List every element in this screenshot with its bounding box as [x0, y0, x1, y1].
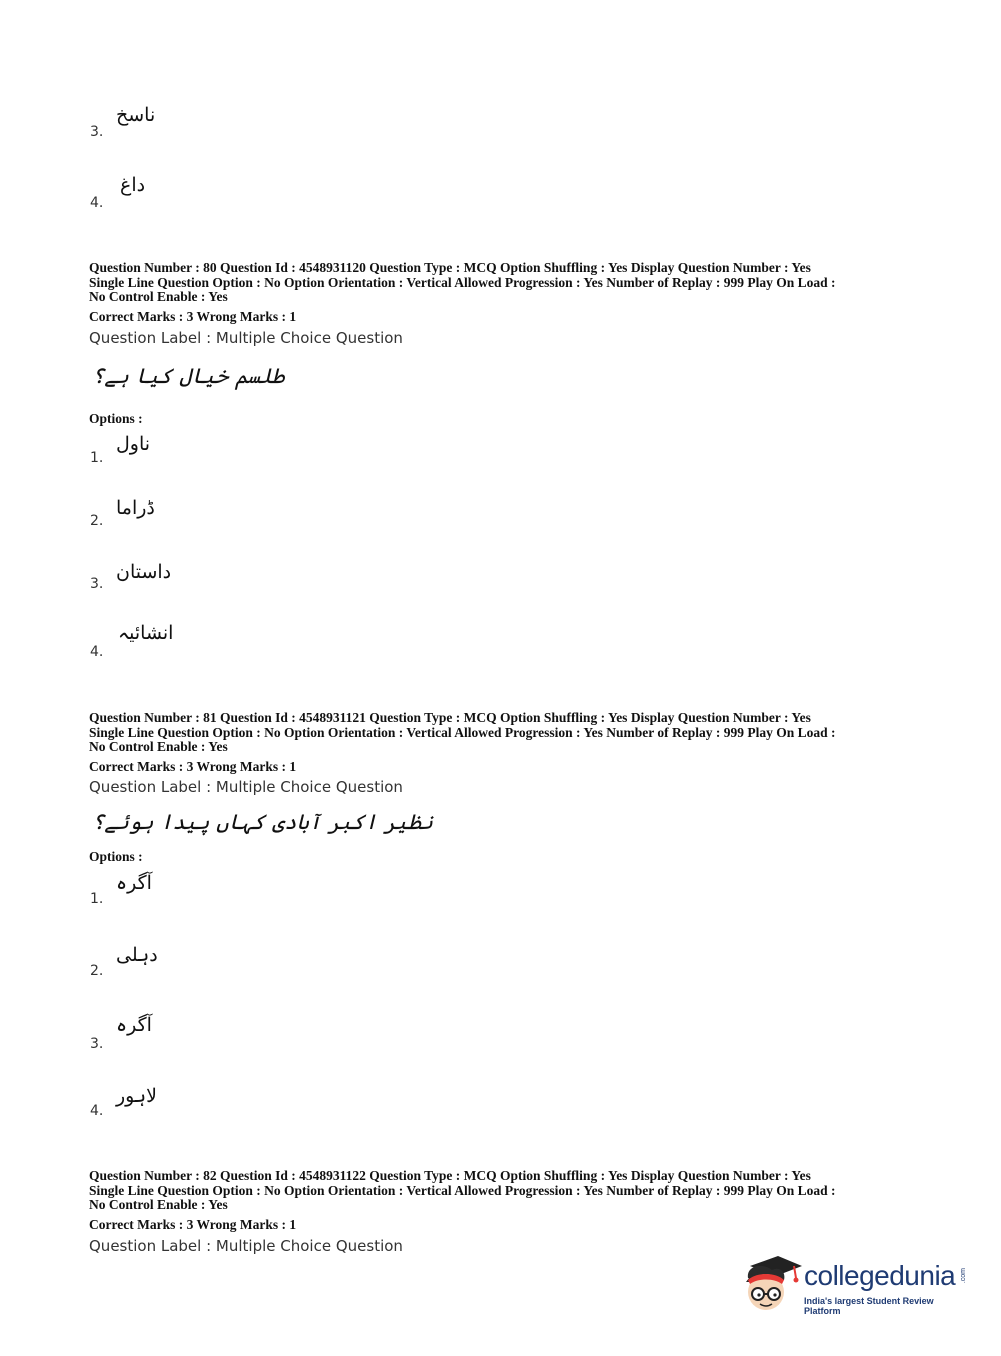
option-text: ناسخ	[116, 104, 156, 126]
option-text: انشائیہ	[118, 622, 174, 644]
option-number: 4.	[90, 644, 104, 660]
option-text: ناول	[116, 433, 151, 455]
student-mascot-icon	[742, 1252, 802, 1314]
option-number: 4.	[90, 195, 104, 211]
question-label: Question Label : Multiple Choice Question	[89, 1237, 403, 1255]
question-meta-line: Single Line Question Option : No Option Orientation : Vertical Allowed Progression : Yes Number of Replay : 999 Play On Load :	[89, 1182, 836, 1198]
question-marks: Correct Marks : 3 Wrong Marks : 1	[89, 1217, 297, 1232]
option-number: 1.	[90, 450, 104, 466]
option-text: لاہور	[116, 1085, 157, 1107]
options-heading: Options :	[89, 849, 143, 864]
question-marks: Correct Marks : 3 Wrong Marks : 1	[89, 309, 297, 324]
logo-domain: .com	[960, 1268, 967, 1284]
option-number: 2.	[90, 513, 104, 529]
question-text: نظیر اکبر آبادی کہاں پیدا ہوئے؟	[92, 810, 433, 834]
question-marks: Correct Marks : 3 Wrong Marks : 1	[89, 759, 297, 774]
question-meta-line: Question Number : 80 Question Id : 4548931120 Question Type : MCQ Option Shuffling : Yes Display Question Number : Yes	[89, 260, 811, 275]
collegedunia-logo[interactable]	[742, 1252, 972, 1316]
question-block	[89, 1169, 836, 1213]
question-label: Question Label : Multiple Choice Question	[89, 778, 403, 796]
question-label: Question Label : Multiple Choice Question	[89, 329, 403, 347]
question-meta-line: Question Number : 81 Question Id : 4548931121 Question Type : MCQ Option Shuffling : Yes Display Question Number : Yes	[89, 710, 811, 725]
question-meta-line: No Control Enable : Yes	[89, 739, 228, 754]
option-text: داغ	[120, 174, 146, 196]
option-number: 2.	[90, 963, 104, 979]
option-text: آگرہ	[116, 872, 152, 894]
question-meta-line: No Control Enable : Yes	[89, 1197, 228, 1212]
question-meta-line: No Control Enable : Yes	[89, 289, 228, 304]
option-text: دہلی	[116, 944, 158, 966]
question-block	[89, 261, 836, 305]
question-meta-line: Question Number : 82 Question Id : 4548931122 Question Type : MCQ Option Shuffling : Yes Display Question Number : Yes	[89, 1168, 811, 1183]
option-text: داستان	[116, 561, 172, 583]
option-number: 3.	[90, 124, 104, 140]
question-block	[89, 711, 836, 755]
options-heading: Options :	[89, 411, 143, 426]
question-meta-line: Single Line Question Option : No Option Orientation : Vertical Allowed Progression : Yes Number of Replay : 999 Play On Load :	[89, 724, 836, 740]
option-number: 1.	[90, 891, 104, 907]
option-text: آگرہ	[116, 1014, 152, 1036]
question-text: طلسم خیال کیا ہے؟	[92, 364, 285, 388]
option-number: 3.	[90, 576, 104, 592]
question-meta-line: Single Line Question Option : No Option Orientation : Vertical Allowed Progression : Yes Number of Replay : 999 Play On Load :	[89, 274, 836, 290]
option-text: ڈراما	[116, 497, 155, 519]
option-number: 4.	[90, 1103, 104, 1119]
logo-wordmark: collegedunia	[804, 1260, 956, 1291]
option-number: 3.	[90, 1036, 104, 1052]
logo-tagline: India's largest Student Review Platform	[804, 1296, 934, 1316]
